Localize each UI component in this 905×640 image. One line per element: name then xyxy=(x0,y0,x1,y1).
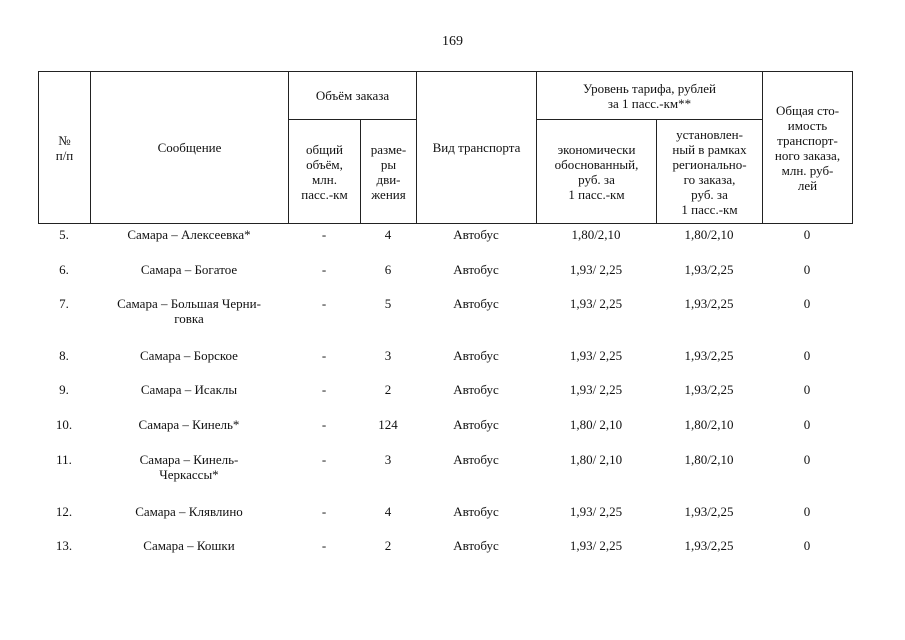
route-name: Самара – Кинель* xyxy=(138,417,240,432)
transport-mode: Автобус xyxy=(453,296,499,311)
traffic-size: 3 xyxy=(384,452,392,467)
header-tariff-regional: установлен- ный в рамках регионально- го заказа, руб. за 1 пасс.-км xyxy=(657,120,763,224)
route-name: Самара – Борское xyxy=(140,348,238,363)
tariff-regional: 1,80/2,10 xyxy=(684,452,734,467)
transport-mode: Автобус xyxy=(453,538,499,553)
traffic-size: 2 xyxy=(384,538,392,553)
row-number: 12. xyxy=(55,504,73,519)
tariff-regional: 1,93/2,25 xyxy=(684,262,734,277)
header-volume-size: разме- ры дви- жения xyxy=(361,120,417,224)
row-number: 9. xyxy=(59,382,69,397)
traffic-size: 124 xyxy=(378,417,398,432)
header-transport-type: Вид транспорта xyxy=(417,72,537,224)
header-num: № п/п xyxy=(39,72,91,224)
traffic-size: 6 xyxy=(384,262,392,277)
header-volume-total: общий объём, млн. пасс.-км xyxy=(289,120,361,224)
page-number: 169 xyxy=(442,34,463,49)
route-name: Самара – Алексеевка* xyxy=(127,227,251,242)
tariff-economic: 1,93/ 2,25 xyxy=(569,262,623,277)
header-volume-group: Объём заказа xyxy=(289,72,417,120)
route-name: Самара – Кинель- Черкассы* xyxy=(139,452,239,482)
total-volume: - xyxy=(321,452,327,467)
tariff-regional: 1,80/2,10 xyxy=(684,227,734,242)
tariff-economic: 1,93/ 2,25 xyxy=(569,296,623,311)
tariff-regional: 1,93/2,25 xyxy=(684,296,734,311)
tariff-economic: 1,80/ 2,10 xyxy=(569,417,623,432)
total-cost: 0 xyxy=(803,504,811,519)
total-volume: - xyxy=(321,262,327,277)
transport-mode: Автобус xyxy=(453,262,499,277)
header-route: Сообщение xyxy=(91,72,289,224)
total-cost: 0 xyxy=(803,417,811,432)
route-name: Самара – Большая Черни- говка xyxy=(117,296,261,326)
row-number: 10. xyxy=(55,417,73,432)
transport-mode: Автобус xyxy=(453,417,499,432)
total-cost: 0 xyxy=(803,538,811,553)
row-number: 5. xyxy=(59,227,69,242)
total-volume: - xyxy=(321,538,327,553)
total-cost: 0 xyxy=(803,348,811,363)
header-total-cost: Общая сто- имость транспорт- ного заказа, млн. руб- лей xyxy=(763,72,853,224)
traffic-size: 3 xyxy=(384,348,392,363)
route-name: Самара – Клявлино xyxy=(135,504,243,519)
total-cost: 0 xyxy=(803,262,811,277)
transport-mode: Автобус xyxy=(453,452,499,467)
header-tariff-econ: экономически обоснованный, руб. за 1 пасс.-км xyxy=(537,120,657,224)
total-volume: - xyxy=(321,504,327,519)
tariff-regional: 1,93/2,25 xyxy=(684,348,734,363)
transport-mode: Автобус xyxy=(453,227,499,242)
transport-mode: Автобус xyxy=(453,504,499,519)
row-number: 13. xyxy=(55,538,73,553)
total-volume: - xyxy=(321,227,327,242)
route-name: Самара – Кошки xyxy=(143,538,235,553)
row-number: 7. xyxy=(59,296,69,311)
total-volume: - xyxy=(321,417,327,432)
total-volume: - xyxy=(321,296,327,311)
traffic-size: 2 xyxy=(384,382,392,397)
row-number: 11. xyxy=(56,452,72,467)
tariff-regional: 1,93/2,25 xyxy=(684,504,734,519)
tariff-economic: 1,93/ 2,25 xyxy=(569,348,623,363)
tariff-economic: 1,80/2,10 xyxy=(571,227,621,242)
tariff-table-header xyxy=(38,71,853,224)
row-number: 8. xyxy=(59,348,69,363)
total-cost: 0 xyxy=(803,452,811,467)
row-number: 6. xyxy=(59,262,69,277)
total-cost: 0 xyxy=(803,296,811,311)
total-cost: 0 xyxy=(803,227,811,242)
transport-mode: Автобус xyxy=(453,348,499,363)
total-volume: - xyxy=(321,348,327,363)
tariff-economic: 1,93/ 2,25 xyxy=(569,504,623,519)
header-tariff-group: Уровень тарифа, рублей за 1 пасс.-км** xyxy=(537,72,763,120)
tariff-regional: 1,93/2,25 xyxy=(684,538,734,553)
tariff-economic: 1,80/ 2,10 xyxy=(569,452,623,467)
traffic-size: 5 xyxy=(384,296,392,311)
total-cost: 0 xyxy=(803,382,811,397)
total-volume: - xyxy=(321,382,327,397)
tariff-economic: 1,93/ 2,25 xyxy=(569,538,623,553)
tariff-economic: 1,93/ 2,25 xyxy=(569,382,623,397)
traffic-size: 4 xyxy=(384,504,392,519)
tariff-regional: 1,93/2,25 xyxy=(684,382,734,397)
transport-mode: Автобус xyxy=(453,382,499,397)
route-name: Самара – Богатое xyxy=(140,262,238,277)
route-name: Самара – Исаклы xyxy=(140,382,238,397)
traffic-size: 4 xyxy=(384,227,392,242)
tariff-regional: 1,80/2,10 xyxy=(684,417,734,432)
